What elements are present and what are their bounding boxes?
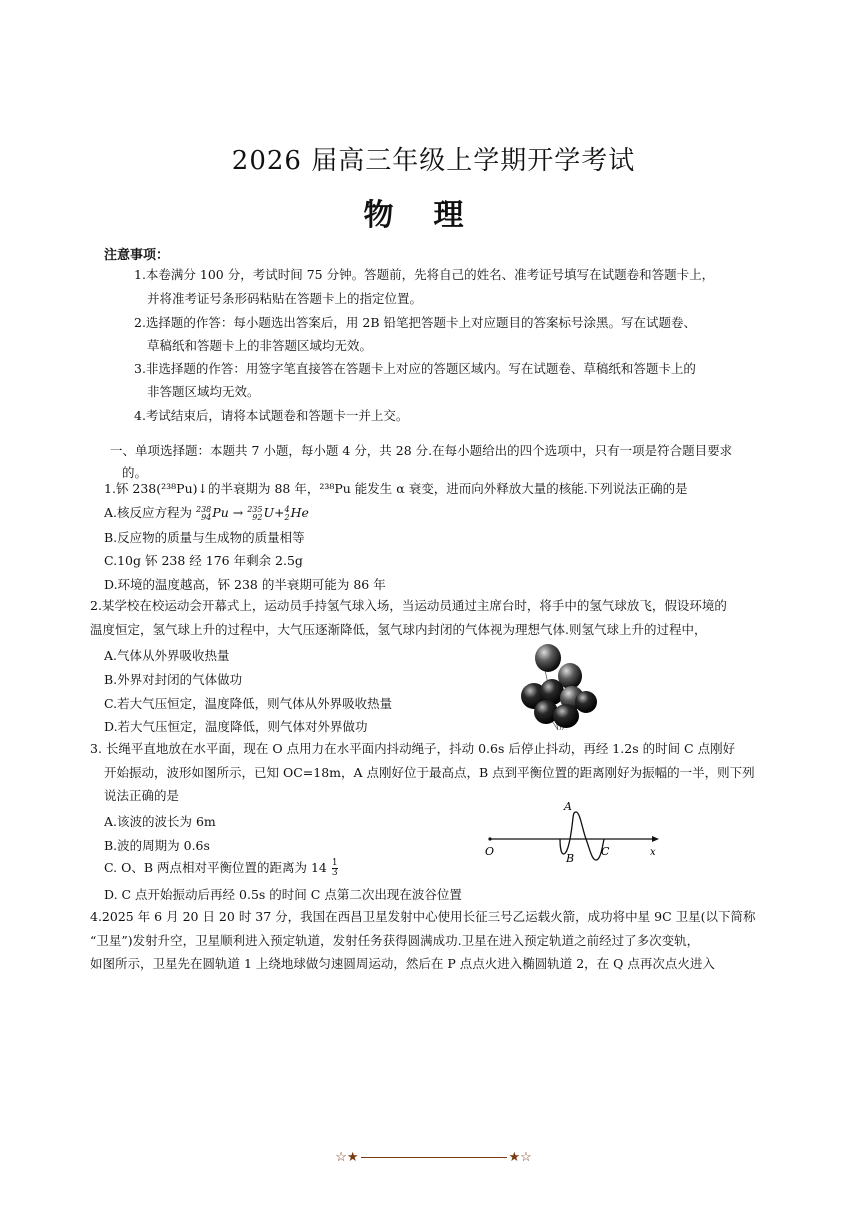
notice-item-1: 1.本卷满分 100 分，考试时间 75 分钟。答题前，先将自己的姓名、准考证号填写在试题卷和答题卡上， — [134, 267, 715, 282]
q3-option-b: B.波的周期为 0.6s — [104, 838, 210, 853]
q2-stem-1: 2.某学校在校运动会开幕式上，运动员手持氢气球入场，当运动员通过主席台时，将手中的氢气球放飞，假设环境的 — [90, 598, 727, 613]
notice-item-3: 3.非选择题的作答：用签字笔直接答在答题卡上对应的答题区域内。写在试题卷、草稿纸和答题卡上的 — [134, 361, 696, 376]
q2-option-c: C.若大气压恒定，温度降低，则气体从外界吸收热量 — [104, 696, 393, 711]
fraction-denominator: 3 — [331, 868, 338, 878]
q1-stem: 1.钚 238(²³⁸Pu)↓的半衰期为 88 年，²³⁸Pu 能发生 α 衰变，进而向外释放大量的核能.下列说法正确的是 — [104, 481, 688, 496]
q3-stem-1: 3. 长绳平直地放在水平面，现在 O 点用力在水平面内抖动绳子，抖动 0.6s 后停止抖动，再经 1.2s 的时间 C 点刚好 — [90, 741, 736, 756]
footer-stars-left: ☆★ — [335, 1150, 359, 1165]
fraction-one-third — [332, 859, 338, 878]
notice-item-2-cont: 草稿纸和答题卡上的非答题区域均无效。 — [147, 338, 373, 353]
q2-option-d: D.若大气压恒定，温度降低，则气体对外界做功 — [104, 719, 368, 734]
q3-stem-3: 说法正确的是 — [104, 788, 180, 803]
he-mass-number: 4 — [284, 504, 290, 514]
q3-option-c-text: C. O、B 两点相对平衡位置的距离为 14 — [104, 860, 327, 875]
subject-title: 物理 — [363, 198, 504, 233]
notice-heading: 注意事项： — [104, 248, 170, 263]
q1-option-d: D.环境的温度越高，钚 238 的半衰期可能为 86 年 — [104, 577, 386, 592]
reaction-arrow: → — [232, 505, 244, 520]
wave-figure — [480, 798, 660, 868]
section-heading: 一、单项选择题：本题共 7 小题，每小题 4 分，共 28 分.在每小题给出的四个选项中，只有一项是符合题目要求 — [110, 443, 733, 458]
label-b: B — [566, 852, 575, 865]
notice-item-4: 4.考试结束后，请将本试题卷和答题卡一并上交。 — [134, 408, 409, 423]
label-x: x — [650, 847, 656, 858]
notice-item-2: 2.选择题的作答：每小题选出答案后，用 2B 铅笔把答题卡上对应题目的答案标号涂黑。写在试题卷、 — [134, 315, 697, 330]
balloons-figure — [510, 640, 610, 735]
balloon-icon — [575, 691, 597, 713]
u-atomic-number: 92 — [252, 512, 263, 522]
axis-arrow-icon — [652, 836, 659, 842]
section-heading-cont: 的。 — [122, 465, 148, 480]
label-a: A — [564, 800, 572, 813]
q3-option-a: A.该波的波长为 6m — [104, 814, 216, 829]
label-o: O — [485, 845, 495, 858]
notice-item-1-cont: 并将准考证号条形码粘贴在答题卡上的指定位置。 — [147, 291, 423, 306]
he-symbol: He — [290, 505, 309, 520]
fraction-numerator: 1 — [331, 858, 338, 868]
q4-line-1: 4.2025 年 6 月 20 日 20 时 37 分，我国在西昌卫星发射中心使用长征三号乙运载火箭，成功将中星 9C 卫星(以下简称 — [90, 909, 756, 924]
q3-option-d: D. C 点开始振动后再经 0.5s 的时间 C 点第二次出现在波谷位置 — [104, 887, 462, 902]
q4-line-2: “卫星”)发射升空，卫星顺利进入预定轨道，发射任务获得圆满成功.卫星在进入预定轨道之前经过了多次变轨， — [90, 933, 700, 948]
pu-symbol: Pu — [212, 505, 229, 520]
footer-rule — [361, 1157, 507, 1158]
q1-option-c: C.10g 钚 238 经 176 年剩余 2.5g — [104, 553, 303, 568]
pu-atomic-number: 94 — [201, 512, 212, 522]
nuclear-equation — [196, 505, 309, 520]
origin-point — [488, 837, 491, 840]
u-symbol: U — [263, 505, 275, 520]
q1-option-b: B.反应物的质量与生成物的质量相等 — [104, 530, 305, 545]
plus-sign: + — [274, 505, 285, 520]
he-atomic-number: 2 — [284, 512, 290, 522]
q2-option-b: B.外界对封闭的气体做功 — [104, 672, 243, 687]
q2-stem-2: 温度恒定，氢气球上升的过程中，大气压逐渐降低，氢气球内封闭的气体视为理想气体.则氢气球上升的过程中， — [90, 622, 707, 637]
pu-mass-number: 238 — [196, 504, 212, 514]
exam-title: 2026 届高三年级上学期开学考试 — [231, 146, 636, 176]
footer-stars-right: ★☆ — [508, 1150, 532, 1165]
label-c: C — [601, 845, 610, 858]
balloon-icon — [553, 704, 579, 728]
q2-option-a: A.气体从外界吸收热量 — [104, 648, 230, 663]
q4-line-3: 如图所示，卫星先在圆轨道 1 上绕地球做匀速圆周运动，然后在 P 点点火进入椭圆轨道 2，在 Q 点再次点火进入 — [90, 956, 715, 971]
q3-option-c — [104, 858, 339, 878]
u-mass-number: 235 — [247, 504, 263, 514]
q3-stem-2: 开始振动，波形如图所示，已知 OC=18m，A 点刚好位于最高点，B 点到平衡位置的距离刚好为振幅的一半，则下列 — [104, 765, 755, 780]
notice-item-3-cont: 非答题区域均无效。 — [147, 384, 260, 399]
q1-option-a — [104, 503, 309, 522]
q1-option-a-prefix: A.核反应方程为 — [104, 505, 193, 520]
page-footer — [0, 1150, 867, 1165]
balloon-icon — [535, 644, 561, 672]
